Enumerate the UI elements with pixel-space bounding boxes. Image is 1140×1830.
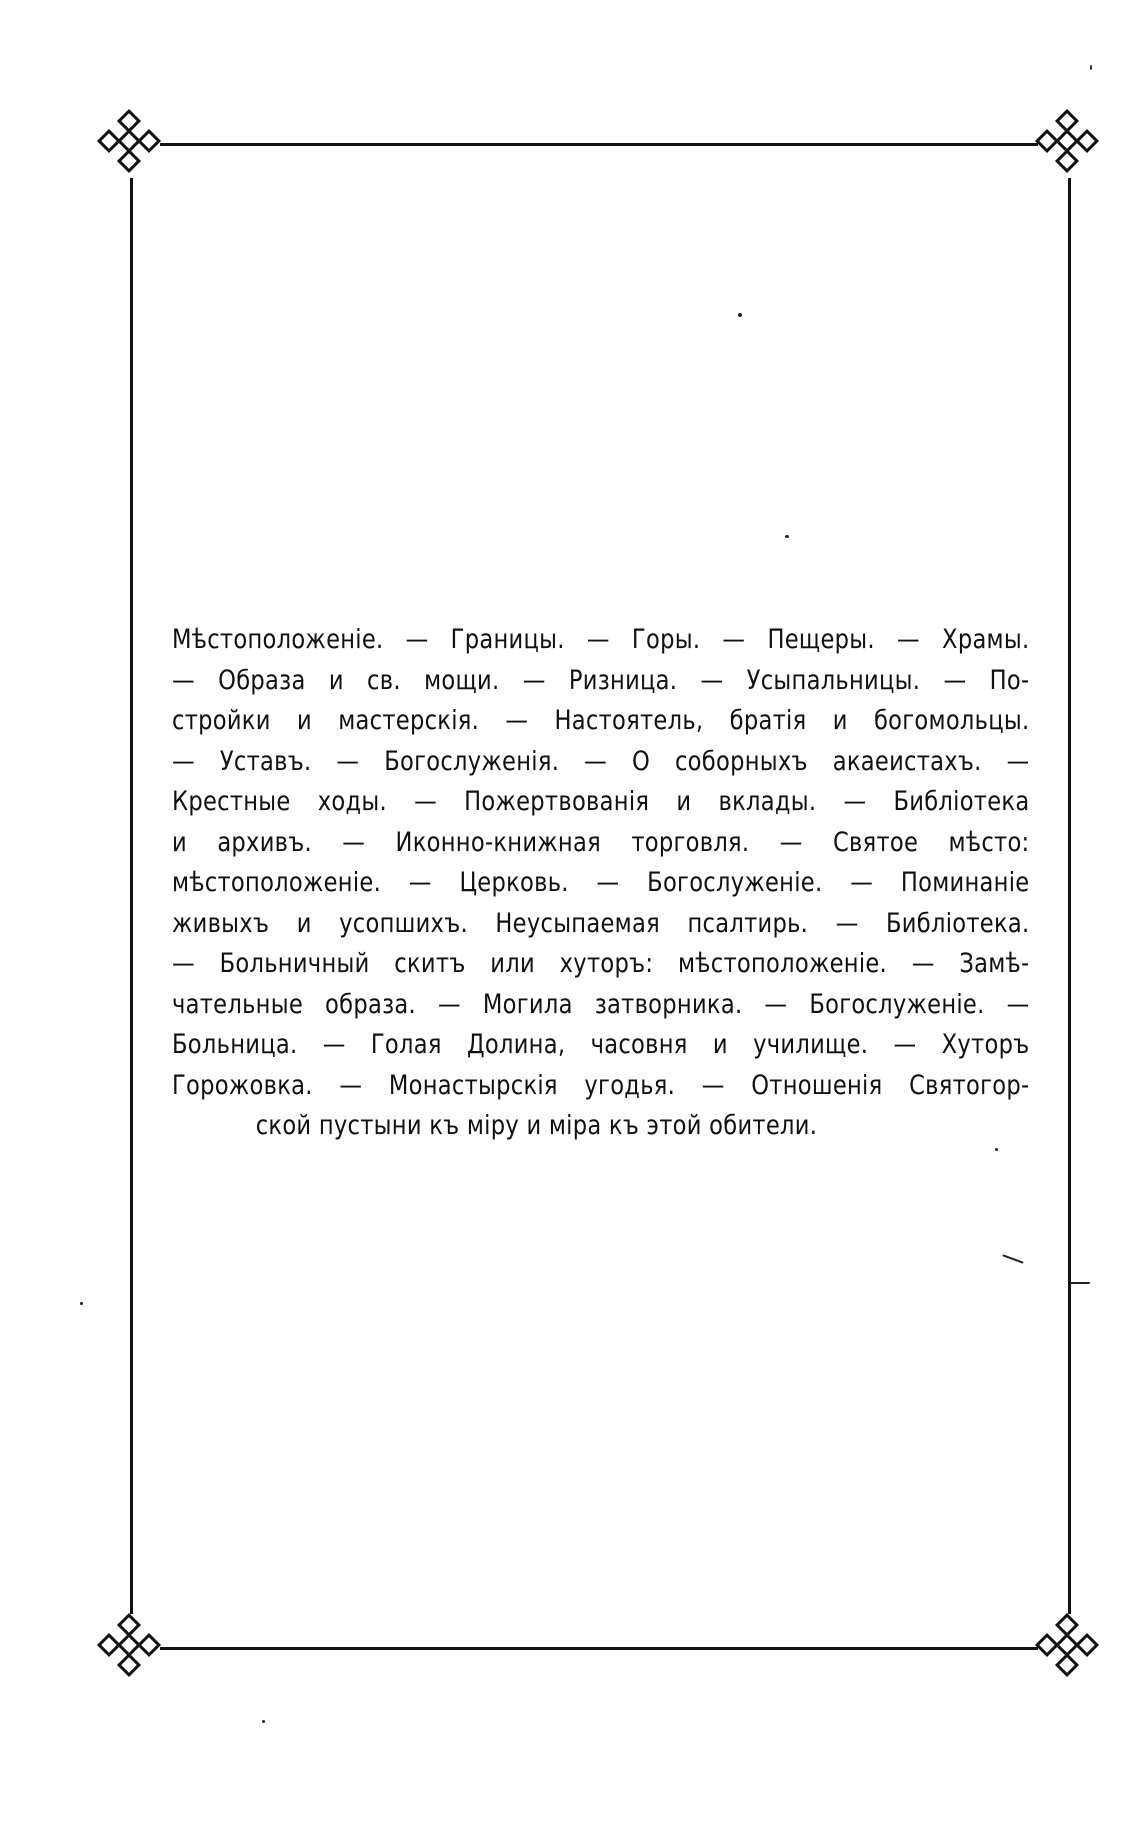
scan-speck	[1090, 65, 1092, 70]
frame-top-rule	[160, 143, 1038, 146]
contents-line: живыхъ и усопшихъ. Неусыпаемая псалтирь. — Библіотека.	[172, 907, 1030, 939]
contents-line: Больница. — Голая Долина, часовня и училище. — Хуторъ	[172, 1029, 1030, 1060]
contents-line: — Уставъ. — Богослуженія. — О соборныхъ акаеистахъ. —	[172, 745, 1030, 777]
corner-ornament-icon	[96, 1612, 168, 1684]
contents-line: — Больничный скитъ или хуторъ: мѣстоположеніе. — Замѣ-	[172, 948, 1030, 979]
scan-speck	[1070, 1282, 1090, 1284]
contents-line: Крестные ходы. — Пожертвованія и вклады. — Библіотека	[172, 786, 1030, 817]
contents-line: Мѣстоположеніе. — Границы. — Горы. — Пещеры. — Храмы.	[172, 624, 1030, 655]
contents-summary	[172, 620, 1030, 1147]
scan-speck	[785, 535, 789, 538]
contents-line: и архивъ. — Иконно-книжная торговля. — Святое мѣсто:	[172, 826, 1030, 858]
frame-bottom-rule	[160, 1647, 1038, 1650]
corner-ornament-icon	[96, 108, 168, 180]
scan-speck	[262, 1720, 265, 1723]
contents-line: мѣстоположеніе. — Церковь. — Богослуженіе. — Поминаніе	[172, 867, 1030, 898]
frame-left-rule	[130, 178, 133, 1614]
scan-speck	[738, 313, 742, 317]
contents-line: ской пустыни къ міру и міра къ этой обители.	[255, 1110, 818, 1141]
scan-speck	[1002, 1254, 1023, 1263]
contents-line: Горожовка. — Монастырскія угодья. — Отношенія Святогор-	[172, 1069, 1030, 1101]
scan-speck	[995, 1148, 998, 1151]
contents-line: — Образа и св. мощи. — Ризница. — Усыпальницы. — По-	[172, 664, 1030, 696]
corner-ornament-icon	[1034, 1612, 1106, 1684]
corner-ornament-icon	[1034, 108, 1106, 180]
contents-line: чательные образа. — Могила затворника. — Богослуженіе. —	[172, 988, 1030, 1020]
scan-speck	[80, 1302, 83, 1305]
frame-right-rule	[1068, 178, 1071, 1614]
contents-line: стройки и мастерскія. — Настоятель, братія и богомольцы.	[172, 705, 1030, 736]
